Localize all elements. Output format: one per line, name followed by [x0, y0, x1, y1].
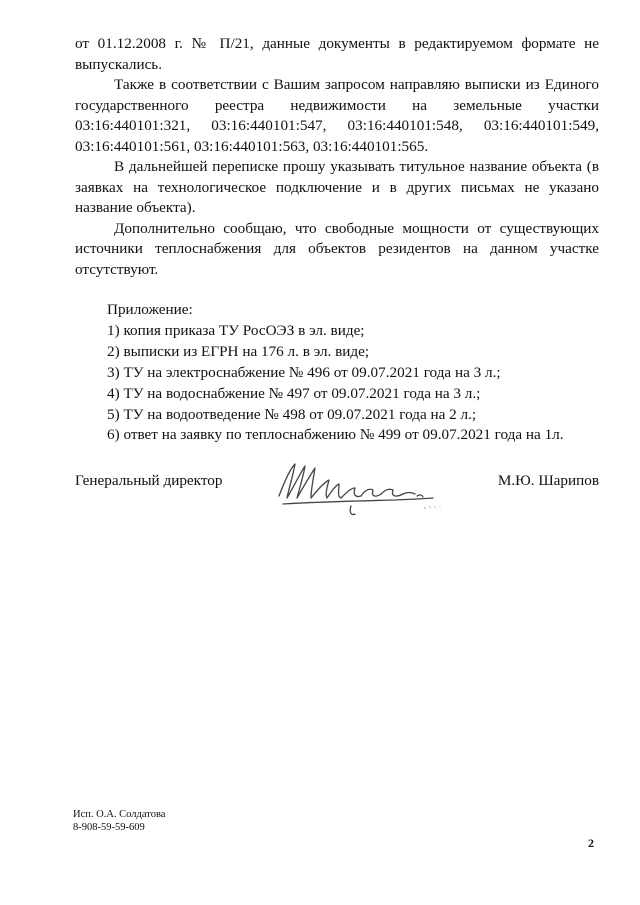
page-number: 2	[588, 836, 594, 850]
position-title: Генеральный директор	[75, 472, 223, 489]
letter-body	[75, 34, 599, 280]
executor-name: Исп. О.А. Солдатова	[73, 809, 166, 820]
executor-info	[73, 808, 165, 834]
executor-phone: 8-908-59-59-609	[73, 822, 145, 833]
paragraph-4: Дополнительно сообщаю, что свободные мощности от существующих источники теплоснабжения для объектов резидентов на данном участке отсутствуют.	[75, 219, 599, 278]
appendix-heading: Приложение:	[107, 301, 193, 318]
appendix-item-1: 1) копия приказа ТУ РосОЭЗ в эл. виде;	[107, 321, 365, 339]
paragraph-2: Также в соответствии с Вашим запросом направляю выписки из Единого государственного реестра недвижимости на земельные участки 03:16:440101:321, 03:16:440101:547, 03:16:440101:548, 03:16:440101:549, 03:16:440101:561, 03:16:440101:563, 03:16:440101:565.	[75, 76, 599, 155]
handwritten-signature	[265, 458, 445, 520]
paragraph-1: от 01.12.2008 г. № П/21, данные документы в редактируемом формате не выпускались.	[75, 35, 599, 73]
appendix-item-5: 5) ТУ на водоотведение № 498 от 09.07.2021 года на 2 л.;	[107, 405, 477, 423]
appendix-item-3: 3) ТУ на электроснабжение № 496 от 09.07.2021 года на 3 л.;	[107, 363, 501, 381]
appendix-item-2: 2) выписки из ЕГРН на 176 л. в эл. виде;	[107, 342, 370, 360]
appendix-list	[107, 300, 564, 446]
signer-name: М.Ю. Шарипов	[497, 472, 599, 489]
appendix-item-6: 6) ответ на заявку по теплоснабжению № 499 от 09.07.2021 года на 1л.	[107, 426, 564, 444]
paragraph-3: В дальнейшей переписке прошу указывать титульное название объекта (в заявках на технологическое подключение и в других письмах не указано название объекта).	[75, 158, 599, 216]
signature-block	[75, 472, 599, 532]
appendix-item-4: 4) ТУ на водоснабжение № 497 от 09.07.2021 года на 3 л.;	[107, 384, 481, 402]
